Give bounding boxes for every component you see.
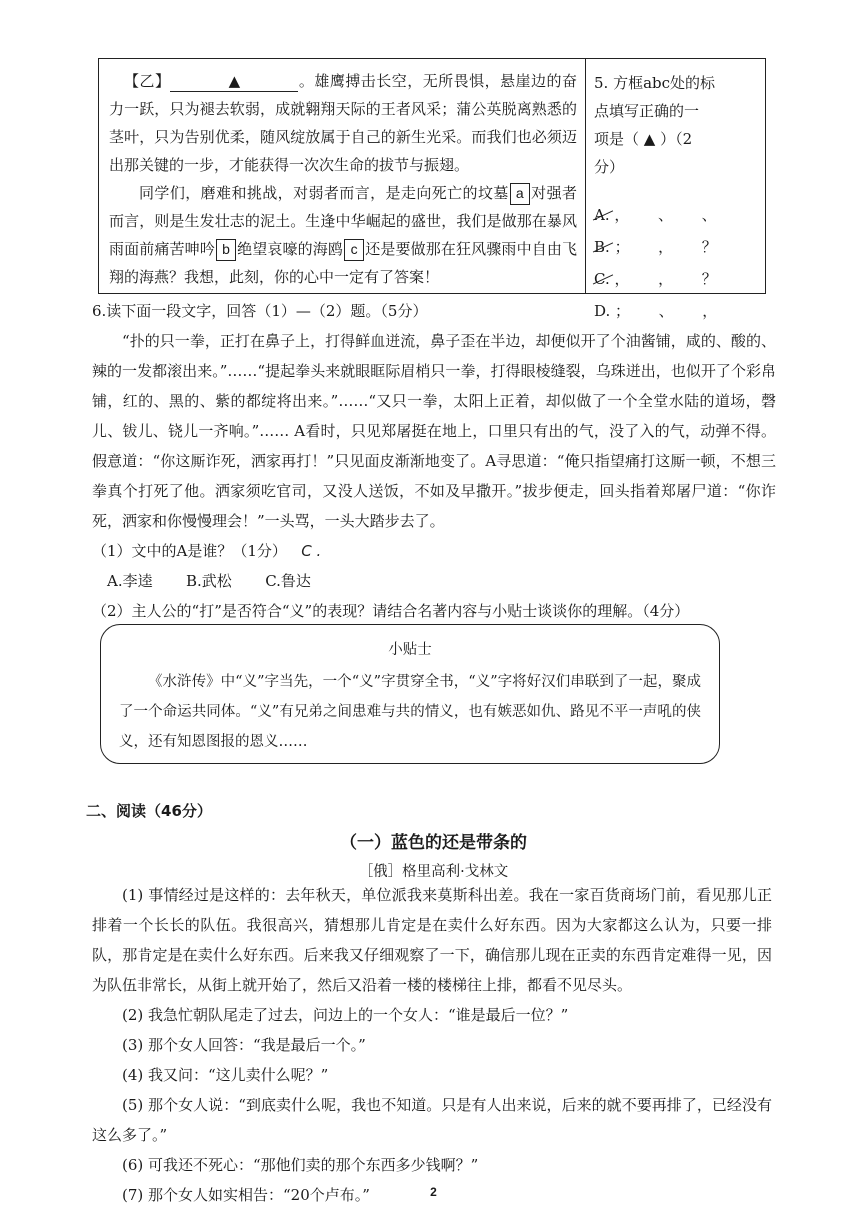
tip-text: 《水浒传》中“义”字当先，一个“义”字贯穿全书，“义”字将好汉们串联到了一起，聚成了一个命运共同体。“义”有兄弟之间患难与共的情义，也有嫉恶如仇、路见不平一声吼的侠义，还有知恩图报的恩义……: [119, 674, 701, 750]
question6-sub1-text: （1）文中的A是谁？（1分）: [92, 542, 287, 560]
question6-heading: 6.读下面一段文字，回答（1）—（2）题。（5分）: [92, 302, 428, 320]
question5-line-2: 点填写正确的一: [594, 102, 700, 120]
choice-c[interactable]: C.鲁达: [265, 572, 311, 590]
question5-line-4: 分）: [594, 158, 625, 176]
option-d-marks: ； 、 ，: [615, 302, 718, 320]
option-d-label: D.: [594, 302, 611, 320]
question6-sub2: （2）主人公的“打”是否符合“义”的表现？请结合名著内容与小贴士谈谈你的理解。（4分）: [92, 602, 690, 620]
article-paragraph-5: (5) 那个女人说：“到底卖什么呢，我也不知道。只是有人出来说，后来的就不要再排了，已经没有这么多了。”: [92, 1096, 772, 1144]
article-title: （一）蓝色的还是带条的: [340, 833, 527, 853]
punctuation-box-b[interactable]: b: [216, 239, 236, 261]
passage-yi-text-2c: 绝望哀嚎的海鸥: [236, 240, 344, 258]
tip-box: [100, 624, 720, 764]
triangle-icon: ▲: [228, 72, 241, 90]
page-number: 2: [430, 1185, 437, 1199]
passage-yi-text-2a: 同学们，磨难和挑战，对弱者而言，是走向死亡的坟墓: [139, 184, 509, 202]
article-paragraph-3: (3) 那个女人回答：“我是最后一个。”: [122, 1036, 366, 1054]
question6-choices: [92, 566, 776, 596]
article-paragraph-7: (7) 那个女人如实相告：“20个卢布。”: [122, 1186, 370, 1204]
passage-yi-text-2b: 对强者而言，则是生发壮志的泥土。生逢中华崛起的盛世，我们是做那在暴风雨面前痛苦呻吟: [109, 184, 577, 258]
choice-b[interactable]: B.武松: [186, 572, 232, 590]
option-c[interactable]: [594, 263, 759, 295]
article-paragraph-1: (1) 事情经过是这样的：去年秋天，单位派我来莫斯科出差。我在一家百货商场门前，看见那儿正排着一个长长的队伍。我很高兴，猜想那儿肯定是在卖什么好东西。因为大家都这么认为，只要一排队，那肯定是在卖什么好东西。后来我又仔细观察了一下，确信那儿现在正卖的东西肯定难得一见，因为队伍非常长，从街上就开始了，然后又沿着一楼的楼梯往上排，都看不见尽头。: [92, 886, 772, 994]
question6: [92, 296, 776, 626]
section2-heading: 二、阅读（46分）: [86, 802, 212, 820]
option-b-marks: ； ， ？: [614, 238, 717, 256]
option-b[interactable]: [594, 231, 759, 263]
answer-blank[interactable]: [170, 71, 298, 92]
passage-yi-text-2d: 还是要做那在狂风骤雨中自由飞翔的海燕？我想，此刻，你的心中一定有了答案！: [109, 240, 577, 286]
question6-sub1: [92, 536, 776, 566]
passage-label: 【乙】: [124, 72, 171, 90]
handwritten-answer: C .: [301, 542, 322, 560]
article-author: ［俄］格里高利·戈林文: [358, 864, 509, 880]
article-paragraph-6: (6) 可我还不死心：“那他们卖的那个东西多少钱啊？”: [122, 1156, 479, 1174]
question6-passage: “扑的只一拳，正打在鼻子上，打得鲜血迸流，鼻子歪在半边，却便似开了个油酱铺，咸的、酸的、辣的一发都滚出来。”……“提起拳头来就眼眶际眉梢只一拳，打得眼棱缝裂，乌珠迸出，也似开了个彩帛铺，红的、黑的、紫的都绽将出来。”……“又只一拳，太阳上正着，却似做了一个全堂水陆的道场，磬儿、钹儿、铙儿一齐响。”…… A看时，只见郑屠挺在地上，口里只有出的气，没了入的气，动弹不得。假意道：“你这厮诈死，洒家再打！”只见面皮渐渐地变了。A寻思道：“俺只指望痛打这厮一顿，不想三拳真个打死了他。洒家须吃官司，又没人送饭，不如及早撒开。”拔步便走，回头指着郑屠尸道：“你诈死，洒家和你慢慢理会！”一头骂，一头大踏步去了。: [92, 332, 776, 530]
article-paragraph-2: (2) 我急忙朝队尾走了过去，问边上的一个女人：“谁是最后一位？”: [122, 1006, 569, 1024]
article-paragraph-4: (4) 我又问：“这儿卖什么呢？”: [122, 1066, 329, 1084]
option-b-label: B.: [594, 238, 610, 256]
question5-prompt: [586, 59, 765, 320]
option-a[interactable]: [594, 199, 759, 231]
option-c-label: C.: [594, 270, 610, 288]
article-body: [92, 880, 772, 1210]
option-a-label: A.: [594, 206, 610, 224]
option-c-marks: ， ， ？: [614, 270, 717, 288]
punctuation-box-a[interactable]: a: [510, 183, 530, 205]
passage-yi-paragraph-1: [109, 67, 577, 179]
option-a-marks: ， 、 、: [614, 206, 717, 224]
passage-yi-text-1: 。雄鹰搏击长空，无所畏惧，悬崖边的奋力一跃，只为褪去软弱，成就翱翔天际的王者风采；蒲公英脱离熟悉的茎叶，只为告别优柔，随风绽放属于自己的新生光采。而我们也必须迈出那关键的一步，才能获得一次次生命的拔节与振翅。: [109, 72, 577, 174]
punctuation-box-c[interactable]: c: [344, 239, 364, 261]
passage-yi: [99, 59, 586, 293]
passage-yi-paragraph-2: [109, 179, 577, 291]
tip-title: 小贴士: [388, 642, 432, 658]
question5-line-3: 项是（ ▲ ）（2: [594, 130, 693, 148]
question5-line-1: 5. 方框abc处的标: [594, 74, 716, 92]
choice-a[interactable]: A.李逵: [107, 572, 153, 590]
